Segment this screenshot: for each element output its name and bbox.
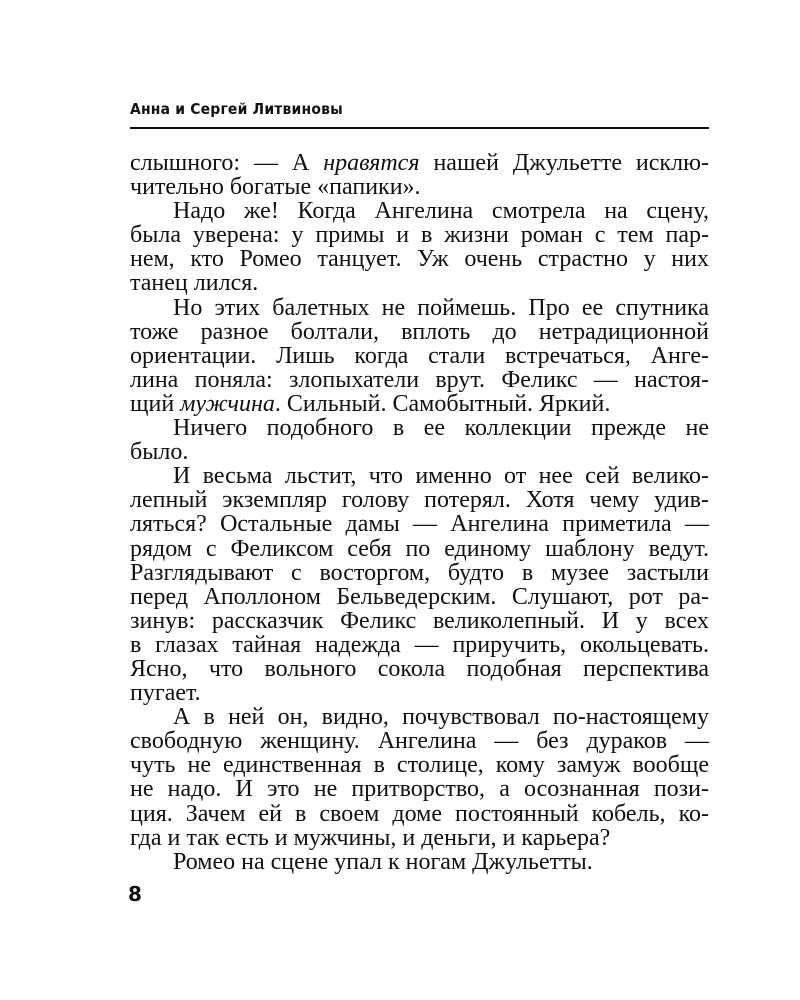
text-line: нем, кто Ромео танцует. Уж очень страстно у них xyxy=(130,246,709,273)
text-line: была уверена: у примы и в жизни роман с тем пар- xyxy=(130,222,709,249)
text-line: не надо. И это не притворство, а осознанная пози- xyxy=(130,776,709,803)
text-line: чительно богатые «папики». xyxy=(130,174,421,201)
text-line: Разглядывают с восторгом, будто в музее застыли xyxy=(130,559,709,586)
text-line: рядом с Феликсом себя по единому шаблону ведут. xyxy=(130,535,709,562)
text-line: щий мужчина. Сильный. Самобытный. Яркий. xyxy=(130,390,611,417)
text-line: тоже разное болтали, вплоть до нетрадиционной xyxy=(130,318,709,345)
text-line: Ничего подобного в ее коллекции прежде не xyxy=(173,415,709,442)
header-rule xyxy=(130,127,709,129)
text-line: лепный экземпляр голову потерял. Хотя чему удив- xyxy=(130,487,709,514)
text-line: свободную женщину. Ангелина — без дураков — xyxy=(130,728,709,755)
text-line: ция. Зачем ей в своем доме постоянный кобель, ко- xyxy=(130,800,709,827)
text-line: Надо же! Когда Ангелина смотрела на сцену, xyxy=(173,198,709,225)
text-line: Ясно, что вольного сокола подобная перспектива xyxy=(130,655,709,682)
text-line: слышного: — А нравятся нашей Джульетте исклю- xyxy=(130,150,709,176)
text-line: в глазах тайная надежда — приручить, окольцевать. xyxy=(130,631,709,658)
text-line: зинув: рассказчик Феликс великолепный. И у всех xyxy=(130,607,709,634)
text-line: Но этих балетных не поймешь. Про ее спутника xyxy=(173,294,709,321)
text-line: чуть не единственная в столице, кому замуж вообще xyxy=(130,752,709,779)
text-line: ляться? Остальные дамы — Ангелина приметила — xyxy=(130,511,709,538)
text-line: гда и так есть и мужчины, и деньги, и карьера? xyxy=(130,824,611,851)
body-text xyxy=(130,151,709,874)
text-line: А в ней он, видно, почувствовал по-настоящему xyxy=(173,704,709,731)
running-head: Анна и Сергей Литвиновы xyxy=(130,100,343,118)
text-line: было. xyxy=(130,439,189,466)
text-line: И весьма льстит, что именно от нее сей велико- xyxy=(173,463,709,490)
text-line: лина поняла: злопыхатели врут. Феликс — настоя- xyxy=(130,366,709,393)
page-number: 8 xyxy=(128,882,142,906)
text-line: ориентации. Лишь когда стали встречаться, Анге- xyxy=(130,342,709,369)
text-line: пугает. xyxy=(130,680,201,707)
text-line: Ромео на сцене упал к ногам Джульетты. xyxy=(173,848,593,875)
text-line: перед Аполлоном Бельведерским. Слушают, рот ра- xyxy=(130,583,709,610)
text-line: танец лился. xyxy=(130,270,259,297)
